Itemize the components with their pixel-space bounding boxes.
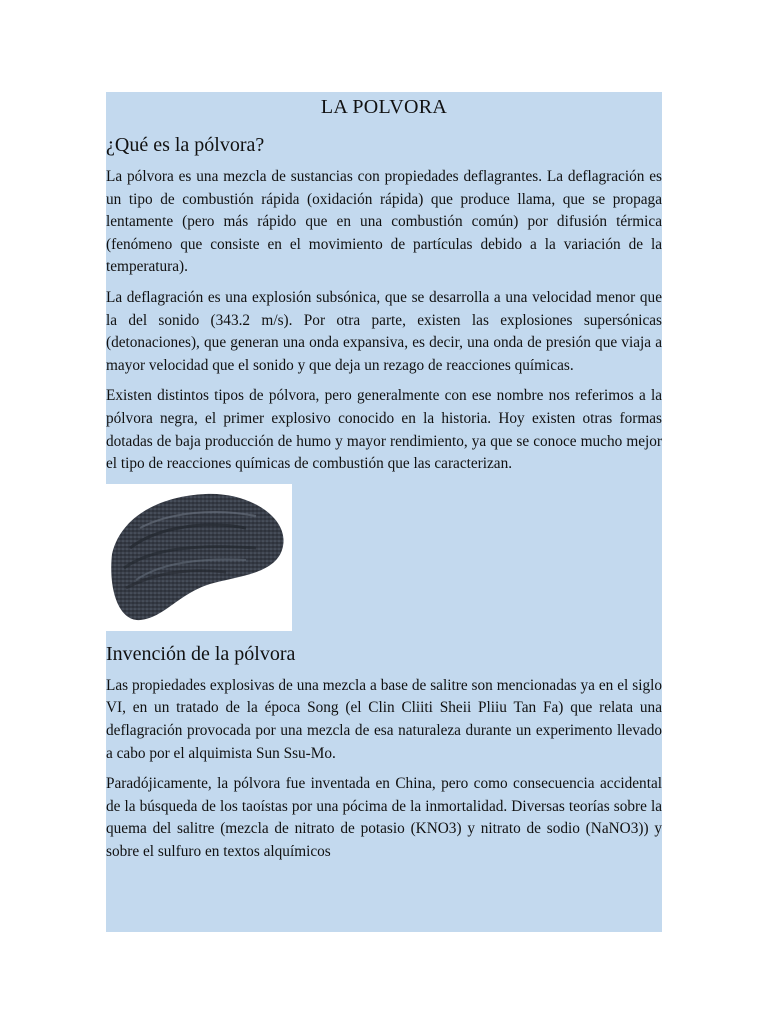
paragraph: La pólvora es una mezcla de sustancias con propiedades deflagrantes. La deflagración es un tipo de combustión rápida (oxidación rápida) que produce llama, que se propaga lentamente (pero más rápido que en una combustión común) por difusión térmica (fenómeno que consiste en el movimiento de partículas debido a la variación de la temperatura). (106, 168, 662, 276)
paragraph: Existen distintos tipos de pólvora, pero generalmente con ese nombre nos referimos a la pólvora negra, el primer explosivo conocido en la historia. Hoy existen otras formas dotadas de baja producción de humo y mayor rendimiento, ya que se conoce mucho mejor el tipo de reacciones químicas de combustión que las caracterizan. (106, 387, 662, 473)
gunpowder-image (106, 484, 292, 631)
paragraph: La deflagración es una explosión subsónica, que se desarrolla a una velocidad menor que la del sonido (343.2 m/s). Por otra parte, existen las explosiones supersónicas (detonaciones), que generan una onda expansiva, es decir, una onda de presión que viaja a mayor velocidad que el sonido y que deja un rezago de reacciones químicas. (106, 288, 662, 374)
document-page (106, 92, 662, 932)
section-heading-invencion: Invención de la pólvora (106, 642, 296, 665)
paragraph: Paradójicamente, la pólvora fue inventada en China, pero como consecuencia accidental de la búsqueda de los taoístas por una pócima de la inmortalidad. Diversas teorías sobre la quema del salitre (mezcla de nitrato de potasio (KNO3) y nitrato de sodio (NaNO3)) y sobre el sulfuro en textos alquímicos (106, 775, 662, 860)
paragraph: Las propiedades explosivas de una mezcla a base de salitre son mencionadas ya en el siglo VI, en un tratado de la época Song (el Clin Cliiti Sheii Pliiu Tan Fa) que relata una deflagración provocada por una mezcla de esa naturaleza durante un experimento llevado a cabo por el alquimista Sun Ssu-Mo. (106, 676, 662, 762)
section-heading-que-es: ¿Qué es la pólvora? (106, 134, 265, 156)
gunpowder-pile-illustration (106, 484, 292, 631)
document-title: LA POLVORA (320, 96, 448, 118)
